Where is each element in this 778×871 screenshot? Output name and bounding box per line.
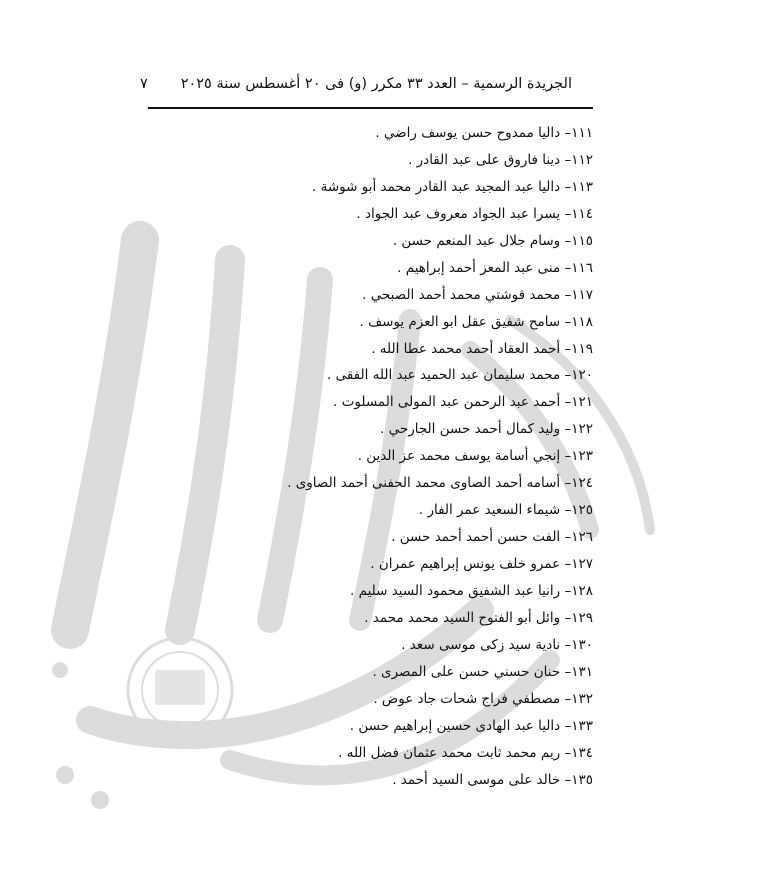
list-item: ١٢٣– إنجي أسامة يوسف محمد عز الدين . (357, 448, 593, 465)
page-number: ٧ (140, 76, 148, 92)
list-item: ١١٦– منى عبد المعز أحمد إبراهيم . (397, 259, 593, 276)
header-title: الجريدة الرسمية – العدد ٣٣ مكرر (و) فى ٢٠ أغسطس سنة ٢٠٢٥ (180, 76, 572, 92)
list-item: ١١٢– دينا فاروق على عبد القادر . (408, 151, 593, 168)
list-item: ١١٨– سامح شفيق عقل ابو العزم يوسف . (359, 313, 593, 330)
list-item: ١١٣– داليا عبد المجيد عبد القادر محمد أبو شوشة . (312, 178, 593, 195)
list-item: ١١٧– محمد قوشتي محمد أحمد الصبحي . (362, 286, 593, 303)
list-item: ١٣٣– داليا عبد الهادى حسين إبراهيم حسن . (349, 717, 593, 734)
list-item: ١٢٥– شيماء السعيد عمر الفار . (418, 502, 593, 519)
list-item: ١٢٦– الفت حسن أحمد أحمد حسن . (391, 529, 593, 546)
list-item: ١٣٠– نادية سيد زكى موسى سعد . (401, 636, 593, 653)
names-list (153, 120, 593, 793)
list-item: ١٣٢– مصطفي فراج شحات جاد عوض . (373, 690, 593, 707)
list-item: ١٢٠– محمد سليمان عبد الحميد عبد الله الفقى . (327, 367, 593, 384)
list-item: ١٢٨– رانيا عبد الشفيق محمود السيد سليم . (350, 582, 593, 599)
page-header (140, 76, 572, 100)
list-item: ١٣١– حنان حسني حسن على المصرى . (372, 663, 593, 680)
list-item: ١٣٤– ريم محمد ثابت محمد عثمان فضل الله . (338, 744, 593, 761)
list-item: ١١١– داليا ممدوح حسن يوسف راضي . (375, 125, 593, 141)
list-item: ١٢١– أحمد عبد الرحمن عبد المولى المسلوت . (333, 394, 593, 411)
list-item: ١١٩– أحمد العقاد أحمد محمد عطا الله . (371, 340, 593, 357)
list-item: ١١٤– يسرا عبد الجواد معروف عبد الجواد . (356, 205, 593, 222)
list-item: ١٢٧– عمرو خلف يونس إبراهيم عمران . (370, 556, 593, 572)
list-item: ١٢٤– أسامه أحمد الصاوى محمد الحفنى أحمد الصاوى . (287, 475, 593, 492)
list-item: ١٢٢– وليد كمال أحمد حسن الجارحي . (380, 421, 593, 438)
list-item: ١٢٩– وائل أبو الفتوح السيد محمد محمد . (364, 609, 593, 626)
list-item: ١٣٥– خالد على موسى السيد أحمد . (392, 771, 593, 788)
header-rule (148, 107, 593, 109)
list-item: ١١٥– وسام جلال عبد المنعم حسن . (392, 232, 593, 249)
